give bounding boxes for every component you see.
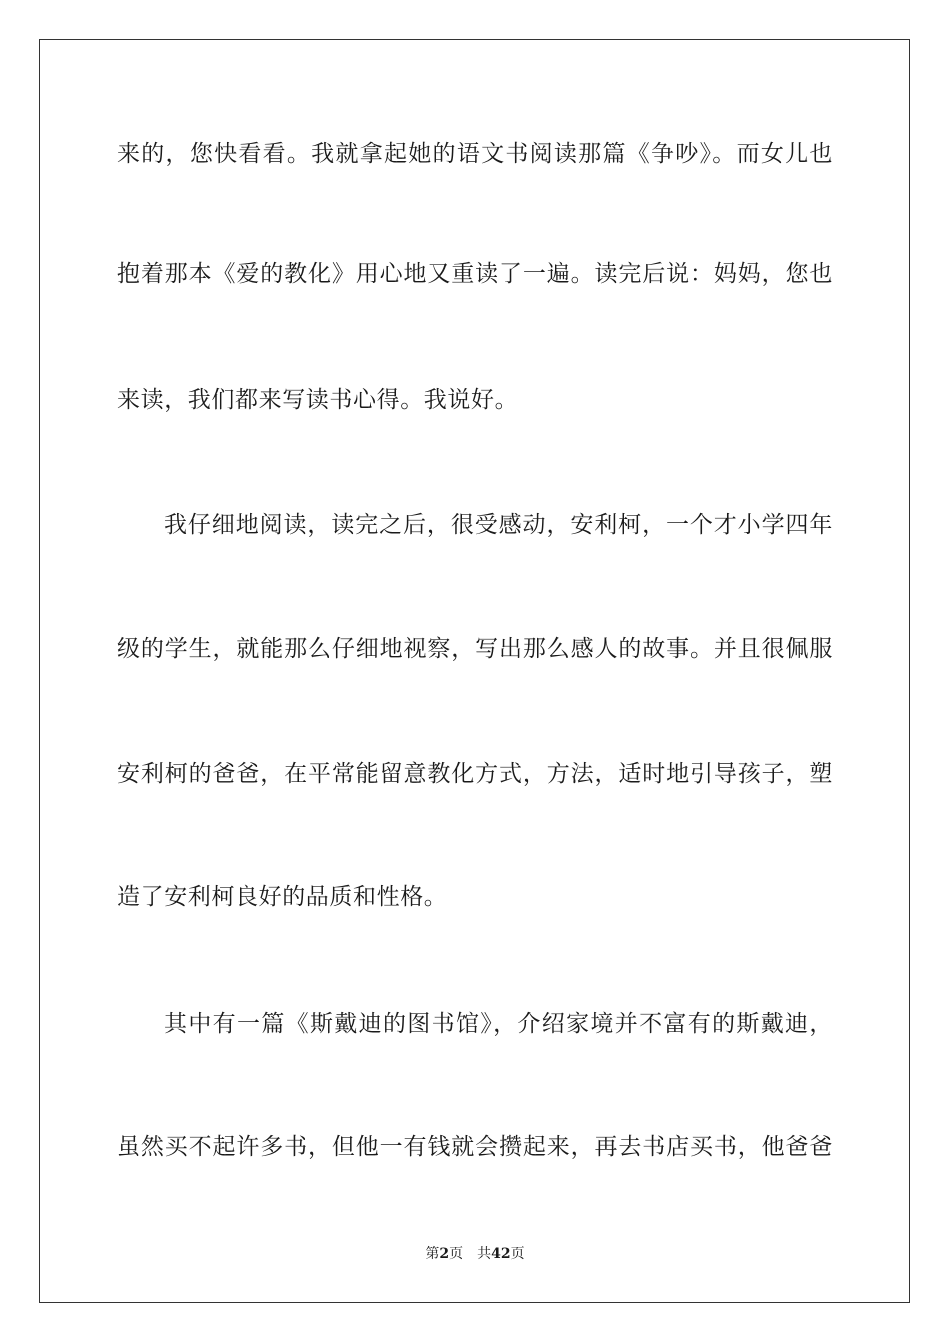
page-number: 2 bbox=[439, 1246, 450, 1262]
total-pages: 42 bbox=[491, 1246, 511, 1262]
body-line-9: 虽然买不起许多书，但他一有钱就会攒起来，再去书店买书，他爸爸 bbox=[117, 1134, 833, 1160]
page-footer bbox=[0, 1245, 950, 1263]
page-suffix: 页 bbox=[449, 1246, 464, 1262]
body-line-6: 安利柯的爸爸，在平常能留意教化方式，方法，适时地引导孩子，塑 bbox=[117, 761, 833, 787]
body-line-4: 我仔细地阅读，读完之后，很受感动，安利柯，一个才小学四年 bbox=[164, 512, 833, 538]
body-line-1: 来的，您快看看。我就拿起她的语文书阅读那篇《争吵》。而女儿也 bbox=[117, 141, 833, 167]
body-line-2: 抱着那本《爱的教化》用心地又重读了一遍。读完后说：妈妈，您也 bbox=[117, 261, 833, 287]
body-line-5: 级的学生，就能那么仔细地视察，写出那么感人的故事。并且很佩服 bbox=[117, 636, 833, 662]
page-prefix: 第 bbox=[425, 1246, 440, 1262]
body-line-8: 其中有一篇《斯戴迪的图书馆》，介绍家境并不富有的斯戴迪， bbox=[164, 1011, 833, 1037]
body-line-3: 来读，我们都来写读书心得。我说好。 bbox=[117, 387, 519, 413]
body-line-7: 造了安利柯良好的品质和性格。 bbox=[117, 884, 448, 910]
total-prefix: 共 bbox=[477, 1246, 492, 1262]
page-border bbox=[39, 39, 910, 1303]
total-suffix: 页 bbox=[510, 1246, 525, 1262]
